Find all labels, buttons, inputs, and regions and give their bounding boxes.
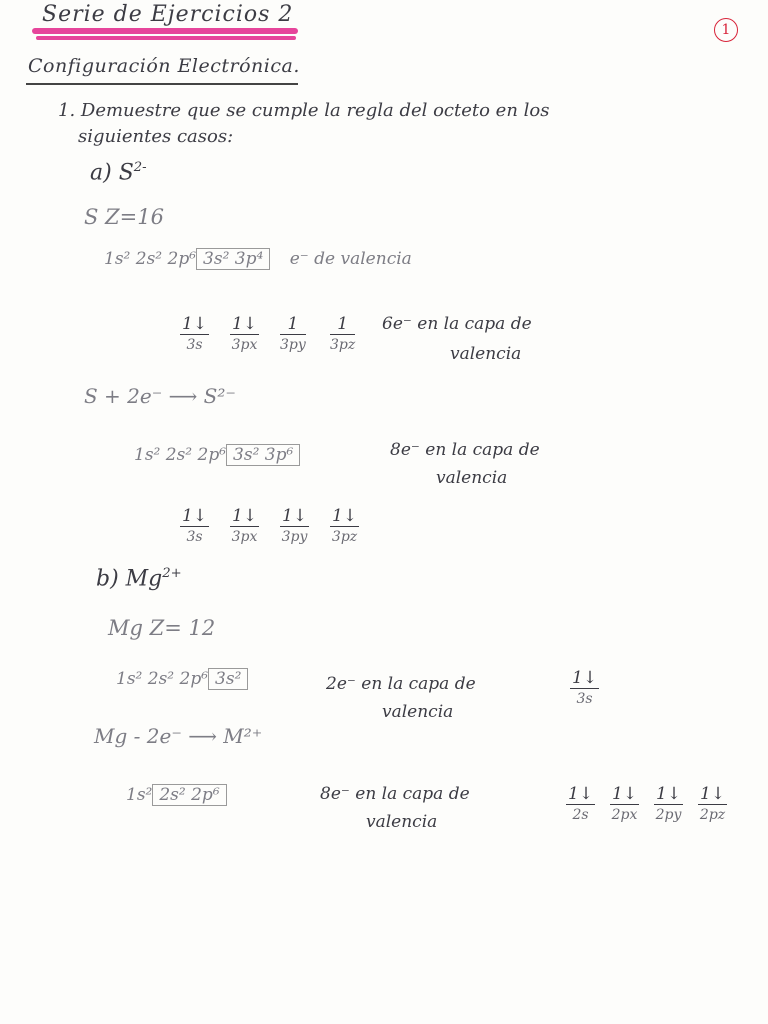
question-line-1: 1. Demuestre que se cumple la regla del octeto en los bbox=[58, 100, 550, 121]
orbital-arrow: 1↓ bbox=[656, 784, 682, 804]
orbital-arrow: 1↓ bbox=[232, 314, 258, 334]
orbital-label: 3px bbox=[231, 529, 258, 545]
orbital-label: 3py bbox=[280, 337, 306, 353]
config-core: 1s² 2s² 2p⁶ bbox=[104, 249, 197, 269]
orbital-arrow: 1↓ bbox=[568, 784, 594, 804]
orbital-arrow: 1 bbox=[330, 314, 355, 335]
orbital-arrow: 1↓ bbox=[182, 314, 208, 334]
config-core: 1s² 2s² 2p⁶ bbox=[134, 445, 227, 465]
config-valence-box: 3s² 3p⁶ bbox=[226, 444, 300, 466]
orbital-arrow: 1↓ bbox=[332, 506, 358, 526]
part-b-orbital-3s bbox=[570, 668, 599, 707]
title-highlight-stroke bbox=[32, 28, 298, 34]
question-line-2: siguientes casos: bbox=[78, 126, 234, 147]
part-b-config2-note-l1: 8e⁻ en la capa de bbox=[320, 784, 470, 804]
page-number-badge: 1 bbox=[714, 18, 738, 42]
part-b-label bbox=[96, 566, 182, 591]
part-a-config-2 bbox=[134, 444, 300, 466]
part-b-label-text: b) Mg bbox=[96, 566, 163, 592]
config-core: 1s² bbox=[126, 785, 153, 805]
orbital-label: 3s bbox=[186, 529, 203, 545]
part-a-config-1 bbox=[104, 248, 412, 270]
orbital-label: 2s bbox=[572, 807, 589, 823]
orbital-label: 2pz bbox=[699, 807, 726, 823]
orbital-label: 3s bbox=[576, 691, 593, 707]
orbital-box bbox=[180, 314, 209, 353]
orbital-arrow: 1↓ bbox=[282, 506, 308, 526]
orbital-box bbox=[280, 314, 306, 353]
config-valence-box: 3s² bbox=[208, 668, 248, 690]
orbital-box bbox=[330, 314, 355, 353]
part-b-config-1 bbox=[116, 668, 248, 690]
orbital-arrow: 1↓ bbox=[232, 506, 258, 526]
orbital-box bbox=[654, 784, 683, 823]
part-a-config2-note-l1: 8e⁻ en la capa de bbox=[390, 440, 540, 460]
orbital-box bbox=[330, 506, 359, 545]
part-b-config1-note-l2: valencia bbox=[382, 702, 454, 722]
part-a-config2-note-l2: valencia bbox=[436, 468, 508, 488]
orbital-box bbox=[280, 506, 309, 545]
orbital-arrow: 1 bbox=[280, 314, 306, 335]
section-subtitle: Configuración Electrónica. bbox=[28, 55, 300, 77]
part-b-config-2 bbox=[126, 784, 227, 806]
config-valence-box: 3s² 3p⁴ bbox=[196, 248, 270, 270]
title-highlight-stroke-2 bbox=[36, 36, 296, 40]
config-note: e⁻ de valencia bbox=[289, 249, 412, 269]
part-b-charge: 2+ bbox=[162, 566, 182, 581]
orbital-arrow: 1↓ bbox=[700, 784, 726, 804]
config-core: 1s² 2s² 2p⁶ bbox=[116, 669, 209, 689]
part-a-element-line: S Z=16 bbox=[84, 205, 164, 229]
orbital-box bbox=[566, 784, 595, 823]
worksheet-title: Serie de Ejercicios 2 bbox=[42, 2, 294, 27]
orbital-label: 2py bbox=[655, 807, 682, 823]
part-a-orbitals1-note-l2: valencia bbox=[450, 344, 522, 364]
part-a-orbitals1-note-l1: 6e⁻ en la capa de bbox=[382, 314, 532, 334]
orbital-box bbox=[230, 314, 259, 353]
orbital-arrow: 1↓ bbox=[612, 784, 638, 804]
orbital-box bbox=[610, 784, 639, 823]
orbital-box bbox=[180, 506, 209, 545]
part-b-config2-note-l2: valencia bbox=[366, 812, 438, 832]
orbital-label: 3py bbox=[281, 529, 308, 545]
orbital-arrow: 1↓ bbox=[182, 506, 208, 526]
orbital-label: 3s bbox=[186, 337, 203, 353]
orbital-box bbox=[230, 506, 259, 545]
part-a-label-text: a) S bbox=[90, 160, 134, 186]
part-a-label bbox=[90, 160, 147, 185]
orbital-arrow: 1↓ bbox=[572, 668, 598, 688]
subtitle-underline bbox=[26, 83, 298, 85]
config-valence-box: 2s² 2p⁶ bbox=[152, 784, 226, 806]
part-a-reaction: S + 2e⁻ ⟶ S²⁻ bbox=[84, 384, 236, 408]
orbital-label: 3pz bbox=[331, 529, 358, 545]
orbital-box bbox=[698, 784, 727, 823]
part-b-reaction: Mg - 2e⁻ ⟶ M²⁺ bbox=[94, 724, 263, 748]
orbital-label: 2px bbox=[611, 807, 638, 823]
part-b-config1-note-l1: 2e⁻ en la capa de bbox=[326, 674, 476, 694]
orbital-label: 3pz bbox=[330, 337, 356, 353]
orbital-label: 3px bbox=[231, 337, 258, 353]
part-a-charge: 2- bbox=[133, 160, 147, 175]
part-b-element-line: Mg Z= 12 bbox=[108, 616, 216, 640]
